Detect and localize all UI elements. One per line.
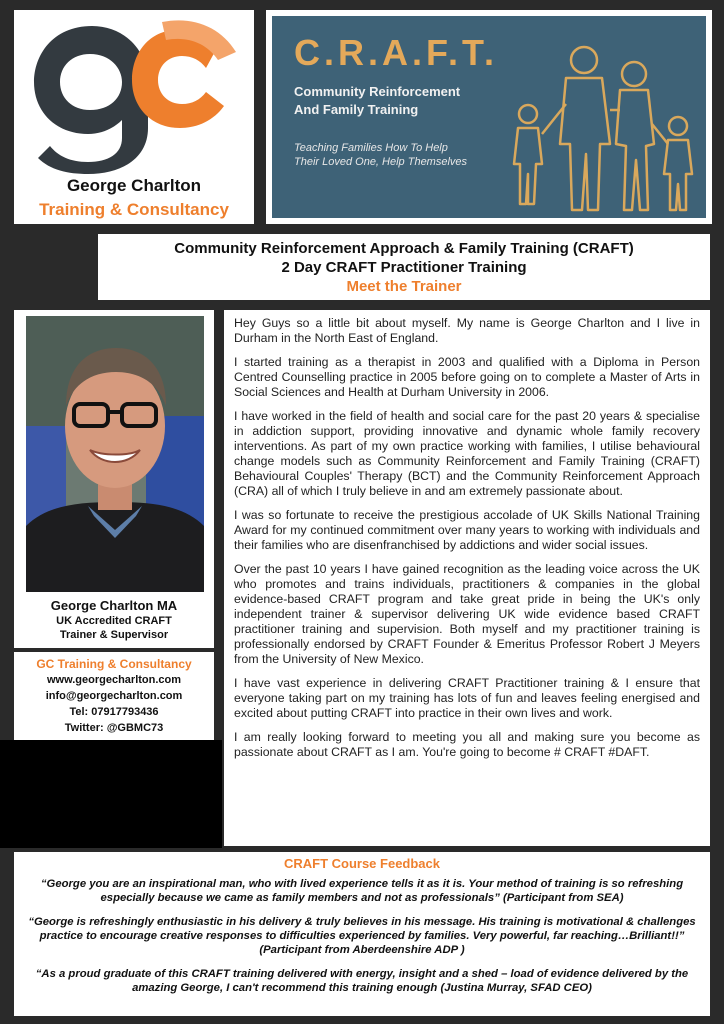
- contact-twitter[interactable]: Twitter: @GBMC73: [64, 722, 164, 734]
- craft-tagline-line2: Their Loved One, Help Themselves: [294, 156, 468, 168]
- trainer-credential-2: Trainer & Supervisor: [59, 629, 169, 641]
- feedback-heading: CRAFT Course Feedback: [283, 856, 441, 871]
- trainer-panel: [14, 310, 214, 648]
- contact-panel: [14, 652, 214, 746]
- feedback-quote: “As a proud graduate of this CRAFT training delivered with energy, insight and a shed – load of evidence delivered by the amazing George, I can't recommend this training enough (Justina Murray, SFAD CEO): [35, 968, 689, 994]
- family-silhouettes-icon: [502, 34, 702, 214]
- gc-logo-icon: [22, 16, 246, 176]
- feedback-quote: “George you are an inspirational man, who with lived experience tells it as it is. Your method of training is so refreshing especially because we came as family members and not as professionals” (Participant from SEA): [40, 878, 684, 904]
- trainer-name: George Charlton MA: [50, 598, 178, 613]
- craft-tagline-line1: Teaching Families How To Help: [294, 142, 448, 154]
- course-subtitle: 2 Day CRAFT Practitioner Training: [281, 259, 527, 276]
- feedback-quote: “George is refreshingly enthusiastic in his delivery & truly believes in his message. His training is motivational & challenges practice to encourage creative responses to difficulties experienced by families. Very powerful, far reaching…Brilliant!!” (Participant from Aberdeenshire ADP ): [28, 916, 696, 956]
- bio-paragraph: Hey Guys so a little bit about myself. My name is George Charlton and I live in Durham in the North East of England.: [234, 316, 700, 345]
- redaction-block: [0, 740, 222, 848]
- trainer-portrait-icon: [26, 316, 204, 592]
- feedback-panel: [14, 852, 710, 1016]
- bio-paragraph: I am really looking forward to meeting you all and making sure you become as passionate about CRAFT as I am. You're going to become # CRAFT #DAFT.: [234, 730, 700, 759]
- trainer-photo: [26, 316, 204, 592]
- trainer-bio: [224, 310, 710, 846]
- contact-website[interactable]: www.georgecharlton.com: [46, 674, 182, 686]
- section-heading-meet-trainer: Meet the Trainer: [346, 278, 462, 295]
- craft-banner-inner: [272, 16, 706, 218]
- logo-name: George Charlton: [66, 176, 202, 195]
- course-title: Community Reinforcement Approach & Family Training (CRAFT): [174, 240, 634, 257]
- contact-email[interactable]: info@georgecharlton.com: [45, 690, 183, 702]
- contact-heading: GC Training & Consultancy: [36, 657, 192, 671]
- course-title-panel: [98, 234, 710, 300]
- logo-subtitle: Training & Consultancy: [39, 200, 229, 219]
- bio-paragraph: I have vast experience in delivering CRAFT Practitioner training & I ensure that everyone taking part on my training has lots of fun and leaves feeling energised and excited about putting CRAFT into practice in their own lives and work.: [234, 676, 700, 720]
- bio-paragraph: I was so fortunate to receive the prestigious accolade of UK Skills National Training Award for my continued commitment over many years to working with individuals and their families who are disenfranchised by addictions and wider social issues.: [234, 508, 700, 552]
- bio-paragraph: I have worked in the field of health and social care for the past 20 years & specialise in addiction support, providing innovative and dynamic whole family recovery interventions. As part of my own practice working with families, I utilise behavioural change models such as Community Reinforcement and Family Training (CRAFT) Behavioural Couples' Therapy (BCT) and the Community Reinforcement Approach (CRA) all of which I truly believe in and am extremely passionate about.: [234, 409, 700, 498]
- logo-panel: [14, 10, 254, 224]
- trainer-credential-1: UK Accredited CRAFT: [56, 615, 172, 627]
- contact-phone: Tel: 07917793436: [69, 706, 159, 718]
- craft-subtitle-line2: And Family Training: [294, 102, 419, 117]
- craft-subtitle-line1: Community Reinforcement: [294, 84, 461, 99]
- craft-banner: [266, 10, 712, 224]
- bio-paragraph: I started training as a therapist in 2003 and qualified with a Diploma in Person Centred Counselling practice in 2005 before going on to complete a Master of Arts in Social Sciences and Health at Durham University in 2006.: [234, 355, 700, 399]
- craft-title: C.R.A.F.T.: [294, 32, 499, 73]
- bio-paragraph: Over the past 10 years I have gained recognition as the leading voice across the UK who promotes and trains individuals, practitioners & companies in the global evidence-based CRAFT program and take great pride in being the UK's only independent trainer & supervisor delivering UK wide evidence based CRAFT practitioner training and supervision. Both myself and my practitioner training is professionally endorsed by CRAFT Founder & Emeritus Professor Robert J Meyers from the University of New Mexico.: [234, 562, 700, 666]
